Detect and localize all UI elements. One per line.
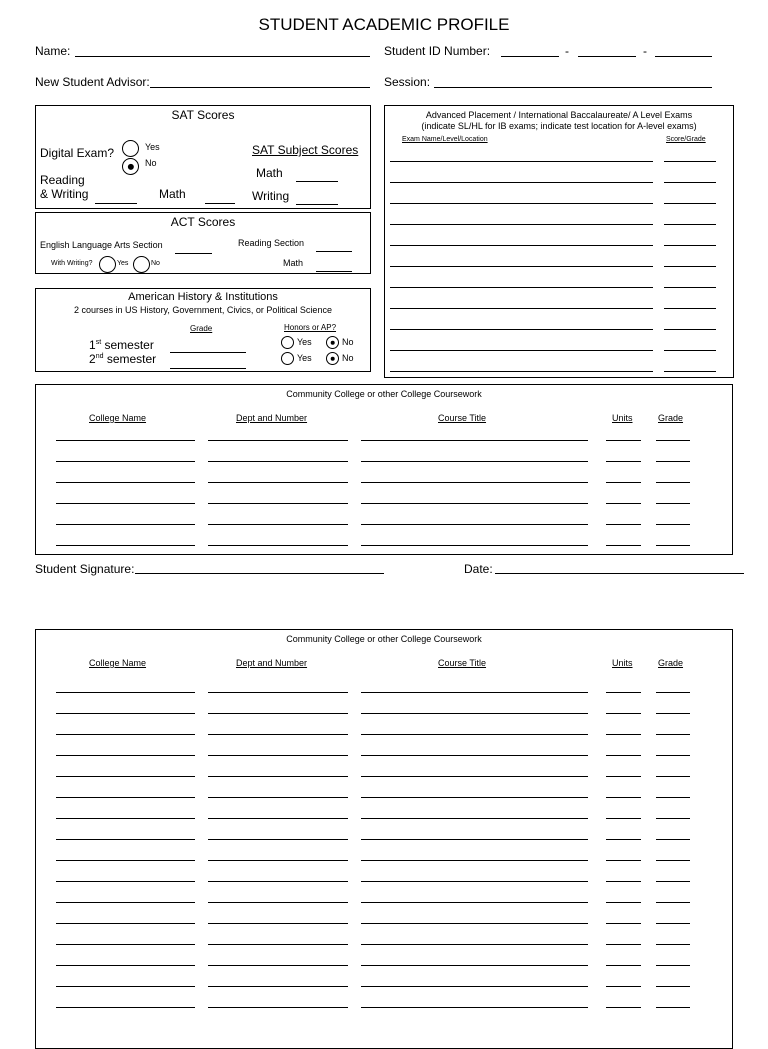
page-title: STUDENT ACADEMIC PROFILE <box>258 15 510 34</box>
advisor-label: New Student Advisor: <box>35 75 150 89</box>
grade-field[interactable] <box>656 776 690 777</box>
college-name-field[interactable] <box>56 986 195 987</box>
grade-field[interactable] <box>656 818 690 819</box>
semester-2-no-label: No <box>342 353 354 363</box>
units-field[interactable] <box>606 524 641 525</box>
act-reading-label: Reading Section <box>238 238 305 248</box>
grade-field[interactable] <box>656 440 690 441</box>
units-field[interactable] <box>606 839 641 840</box>
act-ela-label: English Language Arts Section <box>40 240 163 250</box>
units-field[interactable] <box>606 713 641 714</box>
ap-score-field[interactable] <box>664 224 716 225</box>
sat-math-field[interactable] <box>205 203 235 204</box>
ap-exam-name-field[interactable] <box>390 266 653 267</box>
act-math-label: Math <box>283 258 304 268</box>
grade-field[interactable] <box>656 902 690 903</box>
college-name-field[interactable] <box>56 881 195 882</box>
semester-1-no-label: No <box>342 337 354 347</box>
act-with-writing-label: With Writing? <box>51 260 93 267</box>
grade-field[interactable] <box>656 860 690 861</box>
course-title-field[interactable] <box>361 461 588 462</box>
sat-writing-label: & Writing <box>40 187 89 201</box>
grade-field[interactable] <box>656 944 690 945</box>
ap-exam-name-field[interactable] <box>390 224 653 225</box>
semester-2-grade-field[interactable] <box>170 368 246 369</box>
ap-exam-name-field[interactable] <box>390 161 653 162</box>
course-title-field[interactable] <box>361 692 588 693</box>
dept-number-field[interactable] <box>208 860 348 861</box>
digital-exam-yes-radio[interactable] <box>122 140 139 157</box>
college-name-field[interactable] <box>56 545 195 546</box>
semester-1-label: 1st semester <box>89 338 154 352</box>
ap-exam-name-field[interactable] <box>390 182 653 183</box>
grade-field[interactable] <box>656 503 690 504</box>
grade-field[interactable] <box>656 545 690 546</box>
units-field[interactable] <box>606 503 641 504</box>
units-header-1: Units <box>612 413 633 423</box>
dept-number-field[interactable] <box>208 986 348 987</box>
ap-exam-name-field[interactable] <box>390 308 653 309</box>
units-field[interactable] <box>606 965 641 966</box>
history-title: American History & Institutions <box>128 291 278 303</box>
grade-field[interactable] <box>656 1007 690 1008</box>
grade-header-1: Grade <box>658 413 684 423</box>
course-title-field[interactable] <box>361 776 588 777</box>
course-title-header-1: Course Title <box>438 413 487 423</box>
sat-subject-math-field[interactable] <box>296 181 338 182</box>
semester-1-no-radio[interactable] <box>326 336 339 349</box>
sat-title: SAT Scores <box>171 108 235 122</box>
course-title-field[interactable] <box>361 734 588 735</box>
advisor-field[interactable] <box>150 87 370 88</box>
ap-exam-name-field[interactable] <box>390 350 653 351</box>
sat-subject-title: SAT Subject Scores <box>252 143 359 157</box>
grade-field[interactable] <box>656 986 690 987</box>
dept-number-field[interactable] <box>208 839 348 840</box>
sat-reading-writing-field[interactable] <box>95 203 137 204</box>
ap-score-field[interactable] <box>664 350 716 351</box>
ap-score-field[interactable] <box>664 308 716 309</box>
ap-exam-name-field[interactable] <box>390 203 653 204</box>
student-id-field-2[interactable] <box>578 56 636 57</box>
ap-score-field[interactable] <box>664 329 716 330</box>
act-writing-no-label: No <box>151 260 160 267</box>
units-field[interactable] <box>606 545 641 546</box>
dept-number-header-2: Dept and Number <box>236 658 308 668</box>
course-title-field[interactable] <box>361 923 588 924</box>
course-title-field[interactable] <box>361 440 588 441</box>
ap-ib-exams-box <box>384 105 734 378</box>
units-field[interactable] <box>606 776 641 777</box>
college-name-field[interactable] <box>56 713 195 714</box>
grade-field[interactable] <box>656 524 690 525</box>
semester-2-yes-radio[interactable] <box>281 352 294 365</box>
college-name-field[interactable] <box>56 818 195 819</box>
ap-score-field[interactable] <box>664 245 716 246</box>
college-name-header-2: College Name <box>89 658 147 668</box>
college-coursework-box-1 <box>35 384 733 555</box>
ap-exam-name-field[interactable] <box>390 329 653 330</box>
ap-score-field[interactable] <box>664 203 716 204</box>
dept-number-header-1: Dept and Number <box>236 413 308 423</box>
units-field[interactable] <box>606 923 641 924</box>
act-writing-yes-radio[interactable] <box>99 256 116 273</box>
grade-field[interactable] <box>656 965 690 966</box>
digital-exam-no-radio[interactable] <box>122 158 139 175</box>
dept-number-field[interactable] <box>208 965 348 966</box>
course-title-field[interactable] <box>361 1007 588 1008</box>
course-title-field[interactable] <box>361 902 588 903</box>
college-name-field[interactable] <box>56 461 195 462</box>
course-title-field[interactable] <box>361 524 588 525</box>
id-dash-2: - <box>643 44 647 58</box>
dept-number-field[interactable] <box>208 755 348 756</box>
act-reading-field[interactable] <box>316 251 352 252</box>
dept-number-field[interactable] <box>208 440 348 441</box>
course-title-field[interactable] <box>361 986 588 987</box>
dept-number-field[interactable] <box>208 797 348 798</box>
semester-1-grade-field[interactable] <box>170 352 246 353</box>
units-header-2: Units <box>612 658 633 668</box>
sat-math-label: Math <box>159 187 186 201</box>
semester-2-label: 2nd semester <box>89 352 157 366</box>
course-title-field[interactable] <box>361 545 588 546</box>
act-ela-field[interactable] <box>175 253 212 254</box>
dept-number-field[interactable] <box>208 944 348 945</box>
act-title: ACT Scores <box>170 215 236 229</box>
college-name-field[interactable] <box>56 755 195 756</box>
college-name-field[interactable] <box>56 440 195 441</box>
date-label: Date: <box>464 562 493 576</box>
sat-subject-writing-field[interactable] <box>296 204 338 205</box>
dept-number-field[interactable] <box>208 545 348 546</box>
college-name-field[interactable] <box>56 734 195 735</box>
units-field[interactable] <box>606 692 641 693</box>
units-field[interactable] <box>606 902 641 903</box>
course-title-header-2: Course Title <box>438 658 487 668</box>
dept-number-field[interactable] <box>208 524 348 525</box>
semester-2-no-radio[interactable] <box>326 352 339 365</box>
dept-number-field[interactable] <box>208 923 348 924</box>
units-field[interactable] <box>606 734 641 735</box>
course-title-field[interactable] <box>361 839 588 840</box>
college-name-field[interactable] <box>56 923 195 924</box>
id-dash-1: - <box>565 44 569 58</box>
grade-field[interactable] <box>656 734 690 735</box>
units-field[interactable] <box>606 818 641 819</box>
signature-field[interactable] <box>135 573 384 574</box>
sat-subject-math-label: Math <box>256 166 283 180</box>
ap-exam-header: Exam Name/Level/Location <box>402 136 488 143</box>
sat-subject-writing-label: Writing <box>252 189 290 203</box>
name-label: Name: <box>35 44 71 58</box>
units-field[interactable] <box>606 1007 641 1008</box>
college-name-field[interactable] <box>56 944 195 945</box>
semester-2-yes-label: Yes <box>297 353 312 363</box>
ap-exam-name-field[interactable] <box>390 287 653 288</box>
grade-field[interactable] <box>656 923 690 924</box>
grade-header-2: Grade <box>658 658 684 668</box>
dept-number-field[interactable] <box>208 503 348 504</box>
grade-field[interactable] <box>656 461 690 462</box>
digital-exam-label: Digital Exam? <box>40 146 115 160</box>
college-name-field[interactable] <box>56 776 195 777</box>
ap-score-field[interactable] <box>664 182 716 183</box>
units-field[interactable] <box>606 944 641 945</box>
course-title-field[interactable] <box>361 503 588 504</box>
student-id-label: Student ID Number: <box>384 44 491 58</box>
signature-label: Student Signature: <box>35 562 135 576</box>
ap-title: Advanced Placement / International Baccalaureate/ A Level Exams <box>425 110 693 120</box>
college-title-2: Community College or other College Coursework <box>286 634 482 644</box>
course-title-field[interactable] <box>361 755 588 756</box>
units-field[interactable] <box>606 461 641 462</box>
college-name-field[interactable] <box>56 860 195 861</box>
ap-score-field[interactable] <box>664 161 716 162</box>
units-field[interactable] <box>606 986 641 987</box>
dept-number-field[interactable] <box>208 902 348 903</box>
digital-exam-no-label: No <box>145 158 157 168</box>
session-field[interactable] <box>434 87 712 88</box>
course-title-field[interactable] <box>361 944 588 945</box>
units-field[interactable] <box>606 860 641 861</box>
ap-exam-name-field[interactable] <box>390 371 653 372</box>
semester-1-yes-radio[interactable] <box>281 336 294 349</box>
grade-field[interactable] <box>656 692 690 693</box>
college-name-field[interactable] <box>56 797 195 798</box>
sat-reading-label: Reading <box>40 173 85 187</box>
units-field[interactable] <box>606 440 641 441</box>
ap-score-field[interactable] <box>664 371 716 372</box>
ap-subtitle: (indicate SL/HL for IB exams; indicate test location for A-level exams) <box>421 121 697 131</box>
college-name-field[interactable] <box>56 839 195 840</box>
college-title-1: Community College or other College Coursework <box>286 389 482 399</box>
dept-number-field[interactable] <box>208 713 348 714</box>
grade-field[interactable] <box>656 755 690 756</box>
student-id-field-1[interactable] <box>501 56 559 57</box>
history-subtitle: 2 courses in US History, Government, Civics, or Political Science <box>74 305 332 315</box>
grade-field[interactable] <box>656 839 690 840</box>
college-name-header-1: College Name <box>89 413 147 423</box>
history-grade-header: Grade <box>190 324 213 333</box>
name-field[interactable] <box>75 56 370 57</box>
semester-1-yes-label: Yes <box>297 337 312 347</box>
dept-number-field[interactable] <box>208 482 348 483</box>
ap-score-field[interactable] <box>664 266 716 267</box>
ap-score-field[interactable] <box>664 287 716 288</box>
dept-number-field[interactable] <box>208 881 348 882</box>
grade-field[interactable] <box>656 482 690 483</box>
grade-field[interactable] <box>656 713 690 714</box>
dept-number-field[interactable] <box>208 818 348 819</box>
college-name-field[interactable] <box>56 524 195 525</box>
college-name-field[interactable] <box>56 692 195 693</box>
dept-number-field[interactable] <box>208 461 348 462</box>
date-field[interactable] <box>495 573 744 574</box>
ap-score-header: Score/Grade <box>666 136 706 143</box>
grade-field[interactable] <box>656 881 690 882</box>
units-field[interactable] <box>606 755 641 756</box>
act-writing-yes-label: Yes <box>117 260 129 267</box>
units-field[interactable] <box>606 881 641 882</box>
digital-exam-yes-label: Yes <box>145 142 160 152</box>
course-title-field[interactable] <box>361 797 588 798</box>
course-title-field[interactable] <box>361 860 588 861</box>
course-title-field[interactable] <box>361 713 588 714</box>
grade-field[interactable] <box>656 797 690 798</box>
dept-number-field[interactable] <box>208 734 348 735</box>
college-name-field[interactable] <box>56 965 195 966</box>
units-field[interactable] <box>606 482 641 483</box>
course-title-field[interactable] <box>361 482 588 483</box>
history-honors-header: Honors or AP? <box>284 323 337 332</box>
dept-number-field[interactable] <box>208 1007 348 1008</box>
act-math-field[interactable] <box>316 271 352 272</box>
college-name-field[interactable] <box>56 503 195 504</box>
course-title-field[interactable] <box>361 965 588 966</box>
act-writing-no-radio[interactable] <box>133 256 150 273</box>
session-label: Session: <box>384 75 431 89</box>
dept-number-field[interactable] <box>208 776 348 777</box>
dept-number-field[interactable] <box>208 692 348 693</box>
college-name-field[interactable] <box>56 902 195 903</box>
course-title-field[interactable] <box>361 881 588 882</box>
units-field[interactable] <box>606 797 641 798</box>
college-name-field[interactable] <box>56 1007 195 1008</box>
course-title-field[interactable] <box>361 818 588 819</box>
ap-exam-name-field[interactable] <box>390 245 653 246</box>
student-id-field-3[interactable] <box>655 56 712 57</box>
college-name-field[interactable] <box>56 482 195 483</box>
